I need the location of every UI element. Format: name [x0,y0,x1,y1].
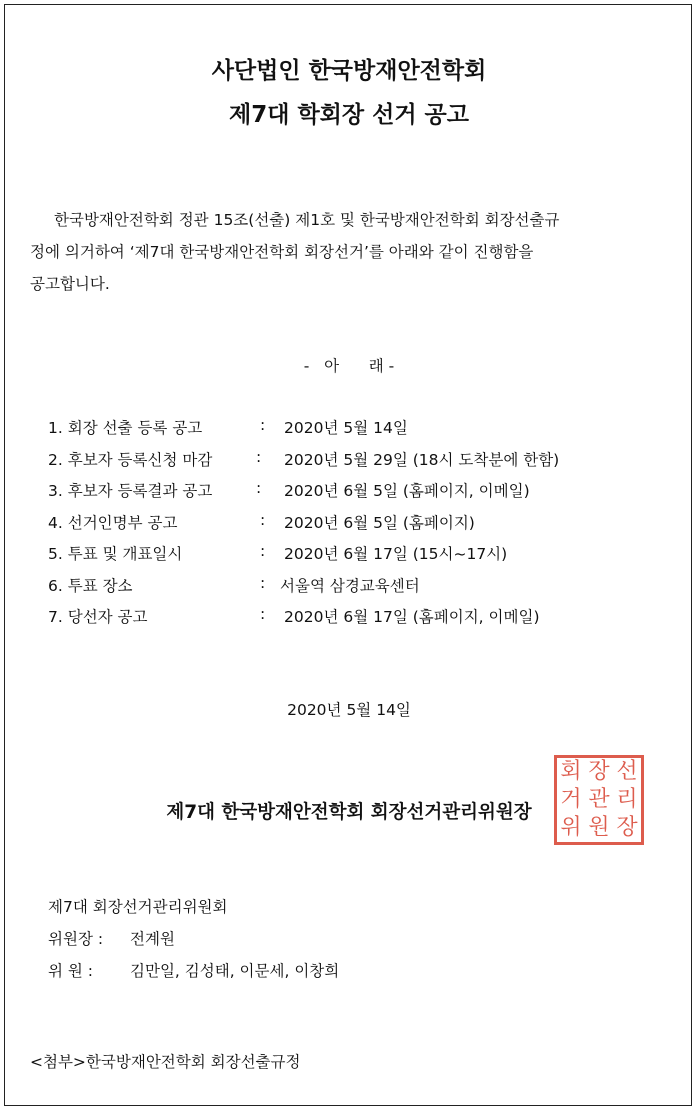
chair-label: 위원장 : [48,930,104,948]
schedule-label: 3. 후보자 등록결과 공고 [48,482,213,500]
members-label: 위 원 : [48,962,94,980]
schedule-separator: : [256,479,262,497]
seal-glyph: 선 [616,759,638,784]
schedule-separator: : [260,605,266,623]
schedule-value: 2020년 6월 17일 (홈페이지, 이메일) [284,608,540,626]
seal-glyph: 거 [560,787,582,812]
committee-heading: 제7대 회장선거관리위원회 [48,898,228,916]
schedule-value: 2020년 6월 5일 (홈페이지) [284,513,475,532]
seal-glyph: 원 [588,815,610,840]
schedule-label: 1. 회장 선출 등록 공고 [48,419,203,437]
intro-paragraph [30,204,670,300]
schedule-label: 4. 선거인명부 공고 [48,513,178,532]
seal-glyph: 리 [616,787,638,812]
intro-line-2: 정에 의거하여 ‘제7대 한국방재안전학회 회장선거’를 아래와 같이 진행함을 [30,243,534,261]
election-notice-title: 제7대 학회장 선거 공고 [229,102,469,128]
schedule-separator: : [260,416,266,434]
section-marker: - 아 래 - [303,357,395,375]
schedule-label: 7. 당선자 공고 [48,608,148,626]
announcement-date: 2020년 5월 14일 [287,701,411,719]
schedule-separator: : [260,542,266,560]
schedule-separator: : [260,510,266,529]
seal-glyph: 위 [560,815,582,840]
schedule-value: 2020년 5월 29일 (18시 도착분에 한함) [284,450,560,469]
seal-glyph: 장 [588,759,610,784]
schedule-label: 5. 투표 및 개표일시 [48,545,183,563]
seal-glyph: 회 [560,759,582,784]
chair-name: 전계원 [130,930,175,948]
schedule-value: 2020년 5월 14일 [284,419,408,437]
intro-line-3: 공고합니다. [30,275,110,293]
schedule-value: 2020년 6월 5일 (홈페이지, 이메일) [284,482,530,500]
seal-glyph: 장 [616,815,638,840]
members-names: 김만일, 김성태, 이문세, 이창희 [130,962,340,980]
seal-glyph: 관 [588,787,610,812]
schedule-value: 2020년 6월 17일 (15시~17시) [284,545,508,563]
society-name-title: 사단법인 한국방재안전학회 [211,58,487,84]
official-seal-stamp [554,755,644,845]
schedule-value: 서울역 삼경교육센터 [280,576,420,595]
schedule-label: 2. 후보자 등록신청 마감 [48,450,213,469]
schedule-separator: : [260,573,266,592]
schedule-separator: : [256,447,262,466]
intro-line-1: 한국방재안전학회 정관 15조(선출) 제1호 및 한국방재안전학회 회장선출규 [54,211,560,229]
schedule-label: 6. 투표 장소 [48,576,133,595]
attachment-note: <첨부>한국방재안전학회 회장선출규정 [30,1053,301,1071]
committee-chair-title: 제7대 한국방재안전학회 회장선거관리위원장 [166,802,532,823]
